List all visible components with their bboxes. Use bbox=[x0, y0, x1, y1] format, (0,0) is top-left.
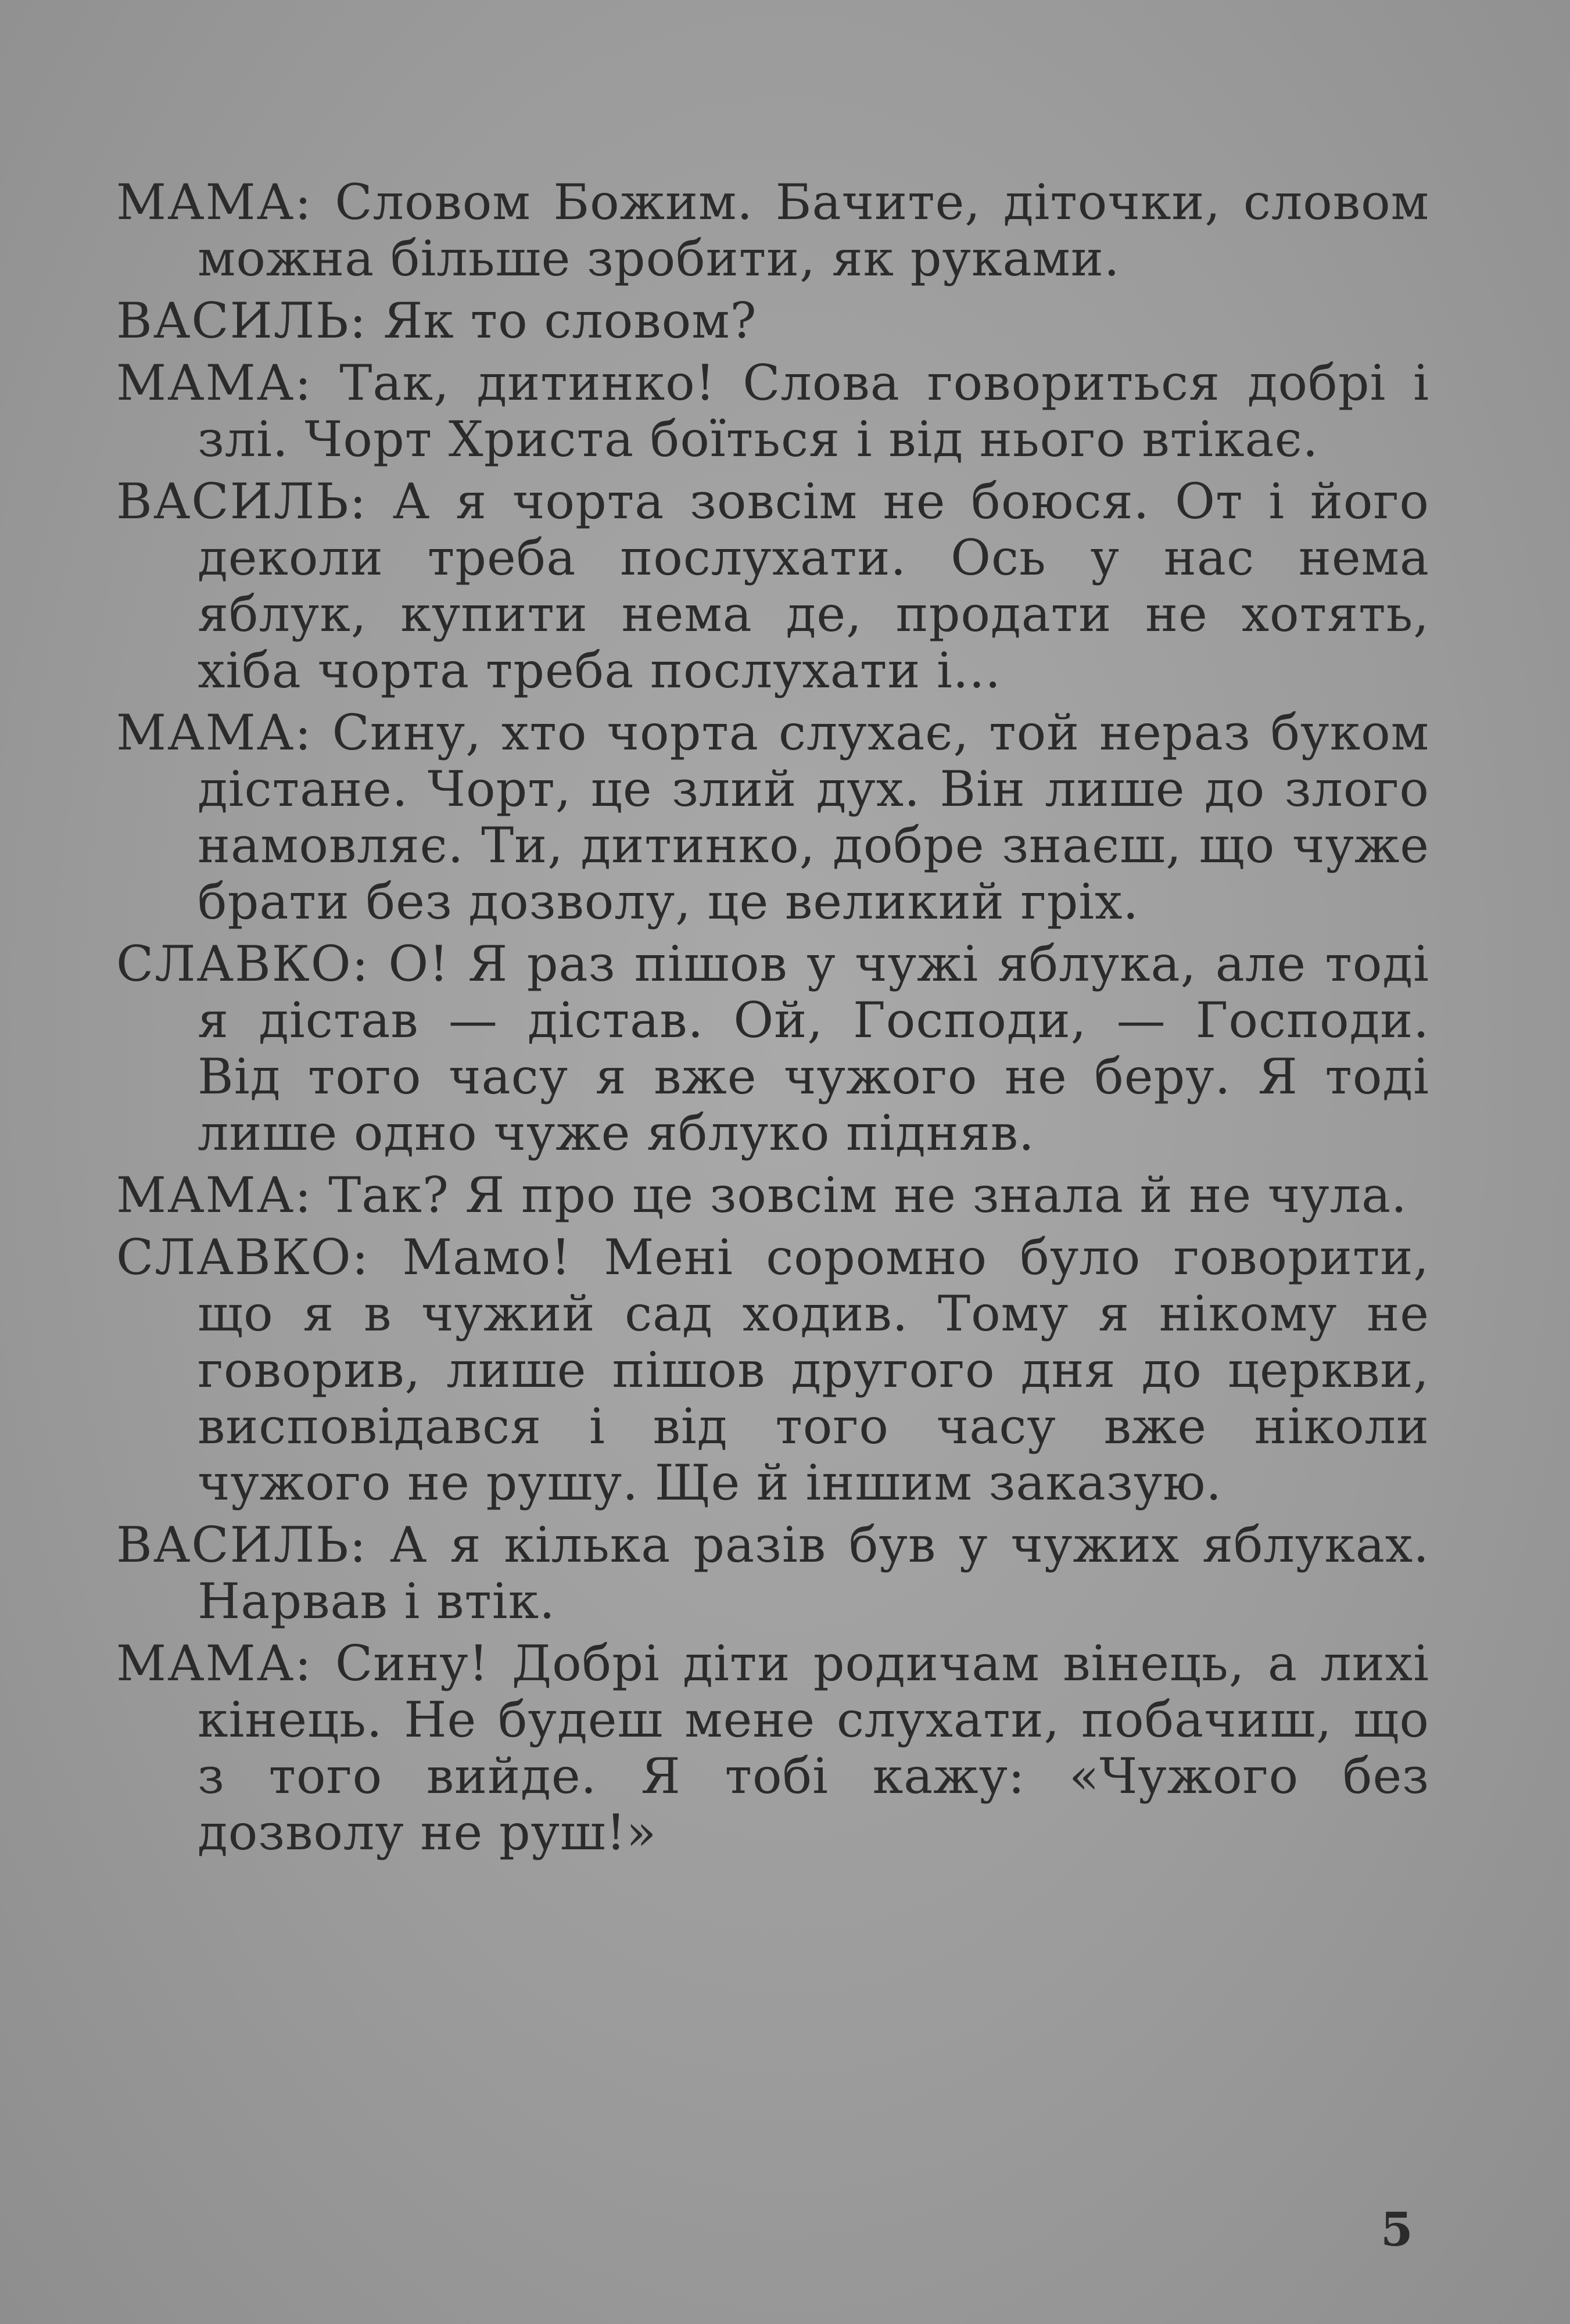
line-text: Мамо! Мені соромно було говорити, що я в чужий сад ходив. Тому я нікому не говорив, лише пішов другого дня до церкви, висповідався і від того часу вже ніколи чужого не рушу. Ще й іншим заказую. bbox=[198, 1229, 1429, 1511]
speaker-name: МАМА: bbox=[116, 704, 313, 761]
line-text: Так? Я про це зовсім не знала й не чула. bbox=[328, 1167, 1407, 1224]
dialogue-text bbox=[116, 174, 1429, 1867]
line-text: А я чорта зовсім не боюся. От і його деколи треба послухати. Ось у нас нема яблук, купити нема де, продати не хотять, хіба чорта треба послухати і... bbox=[198, 473, 1430, 699]
line-text: Як то словом? bbox=[383, 292, 757, 349]
dialogue-line bbox=[116, 474, 1429, 699]
line-text: О! Я раз пішов у чужі яблука, але тоді я дістав — дістав. Ой, Господи, — Господи. Від того часу я вже чужого не беру. Я тоді лише одно чуже яблуко підняв. bbox=[198, 935, 1430, 1161]
line-text: А я кілька разів був у чужих яблуках. Нарвав і втік. bbox=[198, 1516, 1429, 1630]
speaker-name: ВАСИЛЬ: bbox=[116, 473, 367, 530]
dialogue-line bbox=[116, 1517, 1429, 1630]
dialogue-line bbox=[116, 1167, 1429, 1224]
dialogue-line bbox=[116, 293, 1429, 349]
dialogue-line bbox=[116, 1229, 1429, 1511]
dialogue-line bbox=[116, 1636, 1429, 1861]
dialogue-line bbox=[116, 174, 1429, 287]
speaker-name: СЛАВКО: bbox=[116, 1229, 370, 1286]
dialogue-line bbox=[116, 355, 1429, 468]
line-text: Сину, хто чорта слухає, той нераз буком дістане. Чорт, це злий дух. Він лише до злого намовляє. Ти, дитинко, добре знаєш, що чуже брати без дозволу, це великий гріх. bbox=[198, 704, 1430, 930]
line-text: Словом Божим. Бачите, діточки, словом можна більше зробити, як руками. bbox=[198, 174, 1430, 287]
line-text: Сину! Добрі діти родичам вінець, а лихі кінець. Не будеш мене слухати, побачиш, що з того вийде. Я тобі кажу: «Чужого без дозволу не руш!» bbox=[198, 1635, 1429, 1861]
speaker-name: МАМА: bbox=[116, 354, 313, 411]
page-number: 5 bbox=[1381, 2202, 1413, 2257]
speaker-name: МАМА: bbox=[116, 1167, 313, 1224]
speaker-name: МАМА: bbox=[116, 1635, 313, 1692]
speaker-name: ВАСИЛЬ: bbox=[116, 292, 367, 349]
speaker-name: МАМА: bbox=[116, 174, 313, 231]
speaker-name: СЛАВКО: bbox=[116, 935, 370, 992]
dialogue-line bbox=[116, 705, 1429, 930]
dialogue-line bbox=[116, 936, 1429, 1161]
line-text: Так, дитинко! Слова говориться добрі і злі. Чорт Христа боїться і від нього втікає. bbox=[198, 354, 1429, 468]
speaker-name: ВАСИЛЬ: bbox=[116, 1516, 367, 1573]
